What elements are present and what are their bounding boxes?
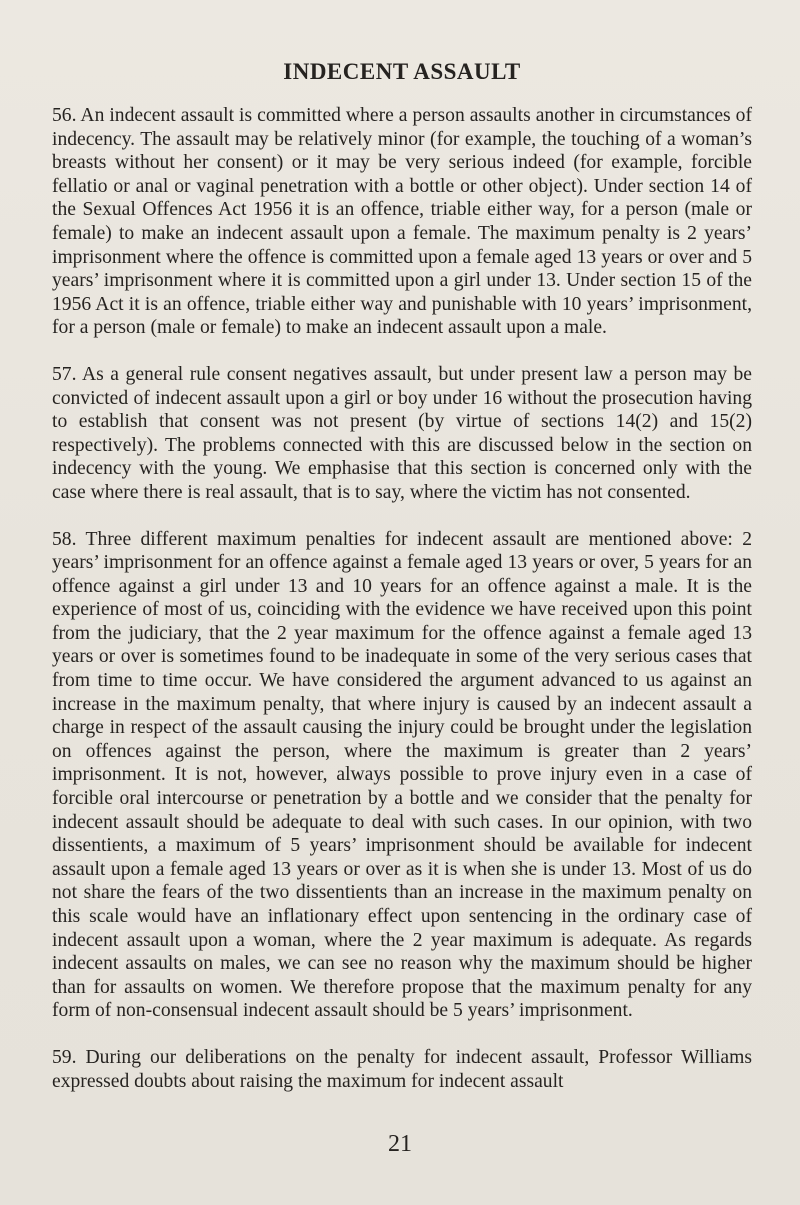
paragraph-56: 56. An indecent assault is committed where a person assaults another in circumstances of indecency. The assault may be relatively minor (for example, the touching of a woman’s breasts without her consent) or it may be very serious indeed (for example, forcible fellatio or anal or vaginal penetration with a bottle or other object). Under section 14 of the Sexual Offences Act 1956 it is an offence, triable either way, for a person (male or female) to make an indecent assault upon a female. The maximum penalty is 2 years’ imprisonment where the offence is committed upon a female aged 13 years or over and 5 years’ imprisonment where it is committed upon a girl under 13. Under section 15 of the 1956 Act it is an offence, triable either way and punishable with 10 years’ imprisonment, for a person (male or female) to make an indecent assault upon a male. [52, 105, 752, 339]
section-heading: INDECENT ASSAULT [283, 59, 521, 84]
paragraph-58: 58. Three different maximum penalties for indecent assault are mentioned above: 2 years’ imprisonment for an offence against a female aged 13 years or over, 5 years for an offence against a girl under 13 and 10 years for an offence against a male. It is the experience of most of us, coinciding with the evidence we have received upon this point from the judiciary, that the 2 year maximum for the offence against a female aged 13 years or over is sometimes found to be inadequate in some of the very serious cases that from time to time occur. We have considered the argument advanced to us against an increase in the maximum penalty, that where injury is caused by an indecent assault a charge in respect of the assault causing the injury could be brought under the legislation on offences against the person, where the maximum is greater than 2 years’ imprisonment. It is not, however, always possible to prove injury even in a case of forcible oral intercourse or penetration by a bottle and we consider that the penalty for indecent assault should be adequate to deal with such cases. In our opinion, with two dissentients, a maximum of 5 years’ imprisonment should be available for indecent assault upon a female aged 13 years or over as it is when she is under 13. Most of us do not share the fears of the two dissentients than an increase in the maximum penalty on this scale would have an inflationary effect upon sentencing in the ordinary case of indecent assault upon a woman, where the 2 year maximum is adequate. As regards indecent assaults on males, we can see no reason why the maximum should be higher than for assaults on women. We therefore propose that the maximum penalty for any form of non-consensual indecent assault should be 5 years’ imprisonment. [52, 528, 752, 1022]
paragraph-57: 57. As a general rule consent negatives assault, but under present law a person may be convicted of indecent assault upon a girl or boy under 16 without the prosecution having to establish that consent was not present (by virtue of sections 14(2) and 15(2) respectively). The problems connected with this are discussed below in the section on indecency with the young. We emphasise that this section is concerned only with the case where there is real assault, that is to say, where the victim has not consented. [52, 363, 752, 503]
paragraph-59: 59. During our deliberations on the penalty for indecent assault, Professor Williams expressed doubts about raising the maximum for indecent assault [52, 1046, 752, 1092]
page-number: 21 [388, 1131, 412, 1157]
